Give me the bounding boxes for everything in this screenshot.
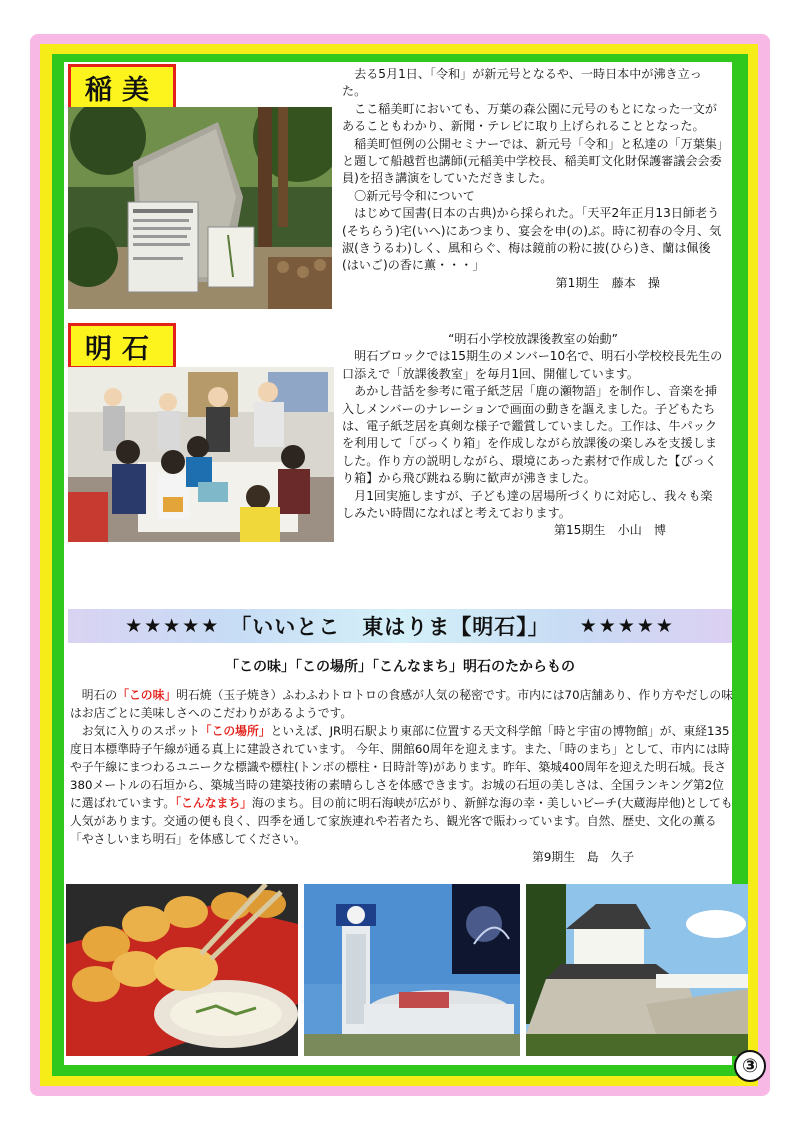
akashi-label: 明石: [68, 323, 176, 369]
inami-paragraph: 稲美町恒例の公開セミナーでは、新元号「令和」と私達の「万葉集」と題して船越哲也講師(元稲美中学校長、稲美町文化財保護審議会会委員)を招き講演をしていただきました。: [342, 136, 723, 186]
treasures-subtitle: 「この味」「この場所」「こんなまち」明石のたからもの: [225, 659, 575, 675]
akashi-paragraph: 月1回実施しますが、子ども達の居場所づくりに対応し、我々も楽しみたい時間になればと考えております。: [342, 488, 713, 521]
akashi-castle-photo: [526, 884, 748, 1056]
treasures-author: 第9期生 島 久子: [532, 850, 634, 864]
inami-author: 第1期生 藤本 操: [555, 275, 660, 290]
akashi-article-title: “明石小学校放課後教室の始動”: [448, 332, 618, 346]
akashi-paragraph: 明石ブロックでは15期生のメンバー10名で、明石小学校校長先生の口添えで「放課後教室」を毎月1回、開催しています。: [342, 349, 723, 381]
akashiyaki-photo: [66, 884, 298, 1056]
akashi-author: 第15期生 小山 博: [553, 523, 666, 538]
page-number: ③: [734, 1050, 766, 1082]
planetarium-tower-photo: [304, 884, 520, 1056]
highlight-place: 「この場所」: [199, 724, 271, 738]
akashi-classroom-photo: [68, 367, 334, 542]
banner-stars-left: ★★★★★: [125, 615, 221, 637]
inami-paragraph: 〇新元号令和について: [342, 188, 475, 203]
iitoko-banner: [68, 609, 732, 643]
treasures-article: [70, 686, 734, 866]
inami-label: 稲美: [68, 64, 176, 110]
banner-stars-right: ★★★★★: [579, 615, 675, 637]
treasures-paragraph-taste: 明石の「この味」明石焼（玉子焼き）ふわふわトロトロの食感が人気の秘密です。市内には70店舗あり、作り方やだしの味はお店ごとに美味しさへのこだわりがあるようです。: [70, 688, 733, 720]
inami-monument-photo: [68, 107, 332, 309]
treasures-paragraph-place: お気に入りのスポット「この場所」といえば、JR明石駅より東部に位置する天文科学館「時と宇宙の博物館」が、東経135度日本標準時子午線が通る真上に建設されています。 今年、開館60周年を迎えます。また、「時のまち」として、市内には時や子午線にまつわるユニークな標識や標柱(トンボの標柱・日時計等)があります。昨年、築城400周年を迎えた明石城。長さ380メートルの石垣から、築城当時の建築技術の素晴らしさを体感できます。お城の石垣の美しさは、全国ランキング第2位に選ばれています。「こんなまち」海のまち。目の前に明石海峡が広がり、新鮮な海の幸・美しいビーチ(大蔵海岸他)としても人気があります。交通の便も良く、四季を通して家族連れや若者たち、観光客で賑わっています。自然、歴史、文化の薫る「やさしいまち明石」を体感してください。: [70, 724, 733, 846]
inami-paragraph: 去る5月1日、「令和」が新元号となるや、一時日本中が沸き立った。: [342, 67, 702, 99]
inami-paragraph: はじめて国書(日本の古典)から採られた。「天平2年正月13日師老う(そちらう)宅(いへ)にあつまり、宴会を申(の)ぶ。時に初春の令月、気淑(きうるわ)しく、風和らぐ、梅は鏡前の粉に披(ひら)き、蘭は佩後(はいご)の香に薫・・・」: [342, 206, 722, 273]
inami-article: [342, 66, 724, 292]
inami-paragraph: ここ稲美町においても、万葉の森公園に元号のもとになった一文があることもわかり、新聞・テレビに取り上げられることとなった。: [342, 101, 717, 134]
akashi-paragraph: あかし昔話を参考に電子紙芝居「鹿の瀬物語」を制作し、音楽を挿入しメンバーのナレーションで画面の動きを謳えました。子どもたちは、電子紙芝居を真剣な様子で鑑賞していました。工作は、牛パックを利用して「びっくり箱」を作成しながら放課後の楽しみを支援しました。作り方の説明しながら、環境にあった素材で作成した【びっくり箱】から飛び跳ねる駒に歓声が沸きました。: [342, 384, 717, 486]
akashi-article: [342, 331, 724, 540]
highlight-town: 「こんなまち」: [175, 796, 252, 810]
banner-title: 「いいとこ 東はりま【明石】」: [230, 615, 550, 639]
highlight-taste: 「この味」: [117, 688, 177, 702]
